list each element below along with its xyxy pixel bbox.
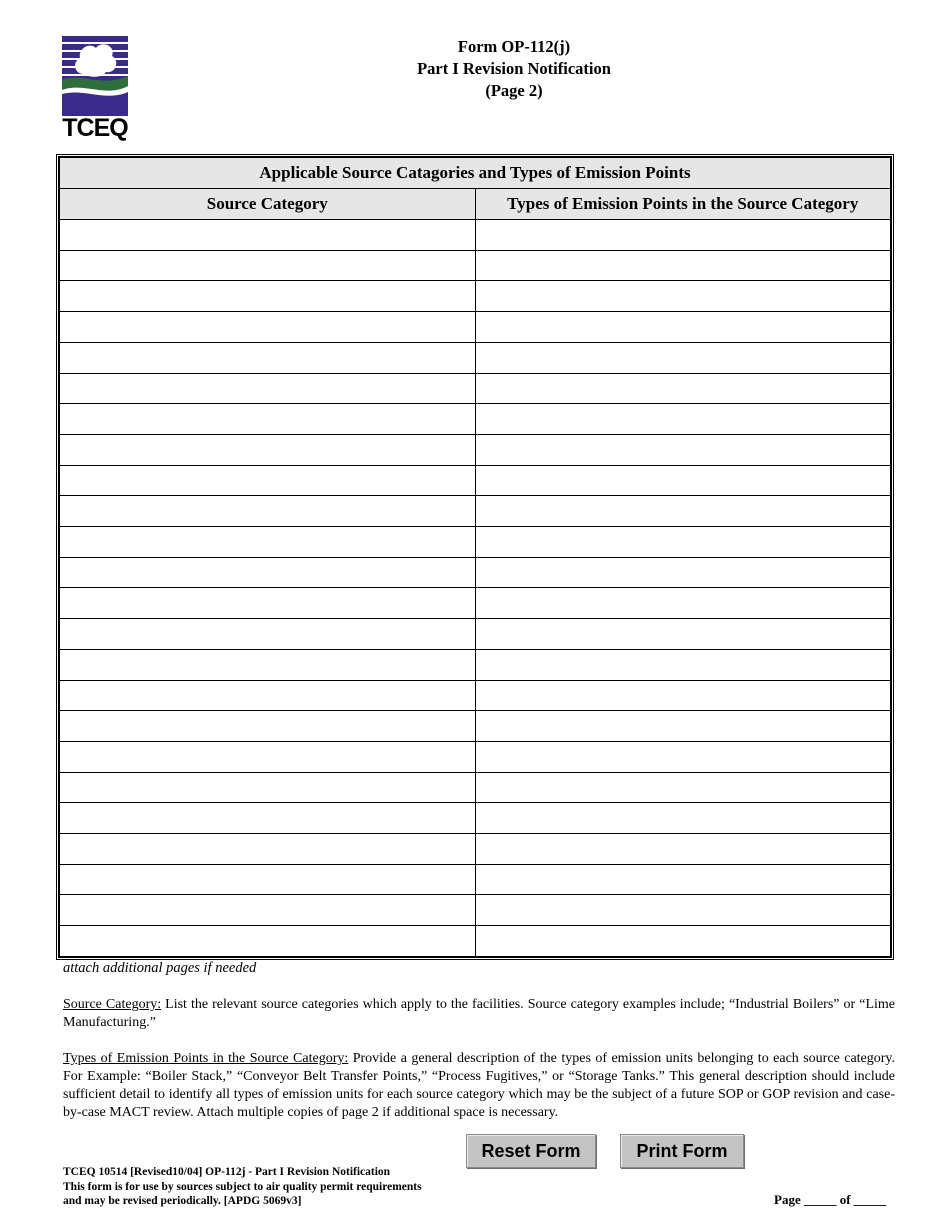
emission-points-cell[interactable] <box>475 465 891 496</box>
emission-points-cell[interactable] <box>475 342 891 373</box>
print-form-button[interactable]: Print Form <box>620 1134 744 1168</box>
emission-types-instructions <box>63 1050 895 1122</box>
table-body <box>60 220 891 957</box>
source-category-cell[interactable] <box>60 649 476 680</box>
source-category-cell[interactable] <box>60 803 476 834</box>
table-row <box>60 465 891 496</box>
source-category-cell[interactable] <box>60 281 476 312</box>
table-row <box>60 281 891 312</box>
source-category-cell[interactable] <box>60 834 476 865</box>
source-category-cell[interactable] <box>60 404 476 435</box>
form-title: Part I Revision Notification <box>417 59 611 78</box>
source-category-cell[interactable] <box>60 895 476 926</box>
table-row <box>60 220 891 251</box>
table-row <box>60 772 891 803</box>
column-header-emission-points: Types of Emission Points in the Source Category <box>475 189 891 220</box>
table-row <box>60 864 891 895</box>
table-row <box>60 496 891 527</box>
form-page-indicator: (Page 2) <box>485 81 543 100</box>
emission-points-cell[interactable] <box>475 864 891 895</box>
emission-points-cell[interactable] <box>475 741 891 772</box>
emission-types-text: Provide a general description of the types of emission units belonging to each source category. For Example: “Boiler Stack,” “Conveyor Belt Transfer Points,” “Process Fugitives,” or “Storage Tanks.” This general description should include sufficient detail to identify all types of emission units for each source category which may be the subject of a future SOP or GOP revision and case-by-case MACT review. Attach multiple copies of page 2 if additional space is necessary. <box>63 1051 896 1120</box>
source-category-cell[interactable] <box>60 711 476 742</box>
tceq-logo-icon <box>62 36 128 116</box>
page-number-field: Page _____ of _____ <box>774 1192 887 1207</box>
table-row <box>60 404 891 435</box>
emission-points-cell[interactable] <box>475 711 891 742</box>
emission-points-cell[interactable] <box>475 434 891 465</box>
table-row <box>60 926 891 957</box>
table-row <box>60 312 891 343</box>
emission-points-cell[interactable] <box>475 619 891 650</box>
source-category-cell[interactable] <box>60 527 476 558</box>
source-category-cell[interactable] <box>60 312 476 343</box>
additional-pages-note: attach additional pages if needed <box>63 960 257 976</box>
table-row <box>60 373 891 404</box>
source-category-text: List the relevant source categories which apply to the facilities. Source category examples include; “Industrial Boilers” or “Lime Manufacturing.” <box>63 997 895 1030</box>
form-header <box>336 36 692 102</box>
source-category-cell[interactable] <box>60 373 476 404</box>
table-row <box>60 741 891 772</box>
table-row <box>60 803 891 834</box>
table-row <box>60 557 891 588</box>
emission-points-cell[interactable] <box>475 404 891 435</box>
source-category-cell[interactable] <box>60 926 476 957</box>
source-category-cell[interactable] <box>60 741 476 772</box>
table-row <box>60 619 891 650</box>
source-category-cell[interactable] <box>60 250 476 281</box>
emission-points-cell[interactable] <box>475 803 891 834</box>
source-category-label: Source Category: <box>63 997 162 1012</box>
emission-points-cell[interactable] <box>475 588 891 619</box>
table-title: Applicable Source Catagories and Types of Emission Points <box>60 158 891 189</box>
emission-points-cell[interactable] <box>475 926 891 957</box>
emission-points-cell[interactable] <box>475 281 891 312</box>
footer-revision-note: and may be revised periodically. [APDG 5069v3] <box>63 1195 302 1207</box>
source-category-cell[interactable] <box>60 864 476 895</box>
source-category-cell[interactable] <box>60 772 476 803</box>
emission-points-cell[interactable] <box>475 557 891 588</box>
table-row <box>60 895 891 926</box>
emission-points-cell[interactable] <box>475 250 891 281</box>
emission-types-label: Types of Emission Points in the Source Category: <box>63 1051 349 1066</box>
column-header-source-category: Source Category <box>60 189 476 220</box>
table-row <box>60 434 891 465</box>
table-row <box>60 649 891 680</box>
emission-points-cell[interactable] <box>475 312 891 343</box>
table-row <box>60 527 891 558</box>
footer-form-id: TCEQ 10514 [Revised10/04] OP-112j - Part I Revision Notification <box>63 1166 391 1178</box>
logo-text: TCEQ <box>62 114 128 142</box>
source-category-cell[interactable] <box>60 342 476 373</box>
source-category-cell[interactable] <box>60 496 476 527</box>
emission-points-table <box>56 154 894 960</box>
form-number: Form OP-112(j) <box>457 37 571 56</box>
source-category-cell[interactable] <box>60 465 476 496</box>
tceq-logo <box>62 36 128 144</box>
source-category-cell[interactable] <box>60 619 476 650</box>
emission-points-cell[interactable] <box>475 527 891 558</box>
table-row <box>60 342 891 373</box>
emission-points-cell[interactable] <box>475 772 891 803</box>
table-row <box>60 834 891 865</box>
source-category-cell[interactable] <box>60 680 476 711</box>
emission-points-cell[interactable] <box>475 373 891 404</box>
emission-points-cell[interactable] <box>475 220 891 251</box>
source-category-cell[interactable] <box>60 557 476 588</box>
table-row <box>60 250 891 281</box>
emission-points-cell[interactable] <box>475 649 891 680</box>
table-row <box>60 588 891 619</box>
form-footer <box>63 1165 422 1209</box>
source-category-instructions <box>63 996 895 1032</box>
emission-points-cell[interactable] <box>475 680 891 711</box>
table-row <box>60 711 891 742</box>
source-category-cell[interactable] <box>60 220 476 251</box>
source-category-cell[interactable] <box>60 434 476 465</box>
table-row <box>60 680 891 711</box>
reset-form-button[interactable]: Reset Form <box>466 1134 596 1168</box>
emission-points-cell[interactable] <box>475 496 891 527</box>
source-category-cell[interactable] <box>60 588 476 619</box>
footer-usage-note: This form is for use by sources subject to air quality permit requirements <box>63 1180 422 1193</box>
emission-points-cell[interactable] <box>475 895 891 926</box>
emission-points-cell[interactable] <box>475 834 891 865</box>
